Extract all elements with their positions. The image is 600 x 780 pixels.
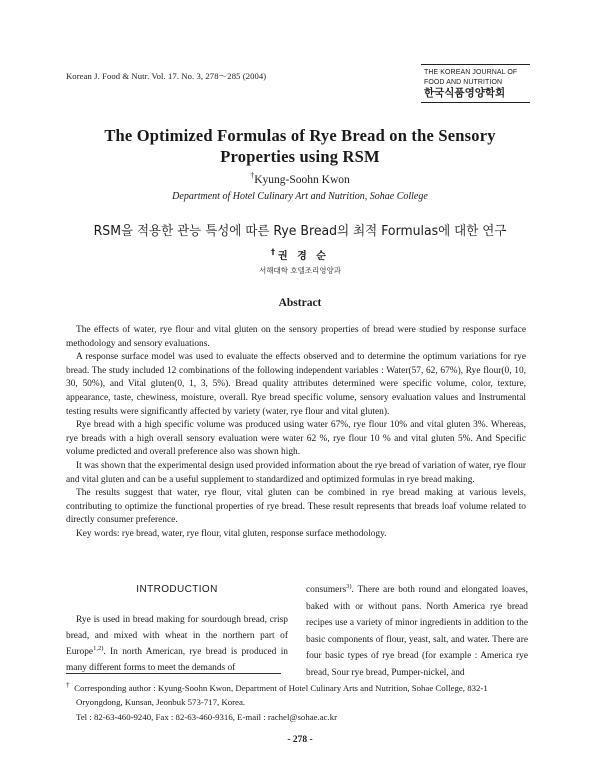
footnote-divider <box>66 673 281 674</box>
intro-text: Rye is used in bread making for sourdough bread, crisp bread, and mixed with wheat in the northern part of Europe <box>66 615 288 657</box>
footnote-line1 <box>66 678 536 695</box>
footnote-text: Corresponding author : Kyung-Soohn Kwon, Department of Hotel Culinary Arts and Nutrition, Sohae College, 832-1 <box>74 682 488 693</box>
paper-title <box>40 125 560 167</box>
intro-text: . In north American, rye bread is produced in many different forms to meet the demands of <box>66 647 288 673</box>
citation-ref: 3) <box>346 582 352 590</box>
korean-author-mark: † <box>271 247 279 257</box>
paper-title-line2: Properties using RSM <box>220 147 380 166</box>
introduction-heading: INTRODUCTION <box>136 584 218 595</box>
abstract-paragraph: It was shown that the experimental design used provided information about the rye bread of variation of water, rye flour and vital gluten and can be a useful supplement to standardized and optimized formulas in rye bread making. <box>66 460 527 485</box>
abstract-paragraph: Rye bread with a high specific volume was produced using water 67%, rye flour 10% and vital gluten 3%. Whereas, rye breads with a high overall sensory evaluation were water 62 %, rye flour 10 % and vital gluten 5%. And Specific volume predicted and overall preference also was shown high. <box>66 420 526 458</box>
journal-name-ko: 한국식품영양학회 <box>424 87 506 99</box>
introduction-paragraph <box>66 612 288 676</box>
introduction-right-column <box>306 582 528 682</box>
keywords: Key words: rye bread, water, rye flour, vital gluten, response surface methodology. <box>76 528 387 539</box>
korean-title: RSM을 적용한 관능 특성에 따른 Rye Bread의 최적 Formulas에 대한 연구 <box>93 224 507 239</box>
abstract-paragraph: The effects of water, rye flour and vital gluten on the sensory properties of bread were studied by response surface methodology and sensory evaluations. <box>66 325 526 349</box>
footnote-mark: † <box>66 680 70 689</box>
journal-name-en-line2: FOOD AND NUTRITION <box>424 77 503 86</box>
introduction-left-column <box>66 612 288 676</box>
intro-text: consumers <box>306 585 347 595</box>
author-name: Kyung-Soohn Kwon <box>254 173 350 186</box>
footnote-line3: Tel : 82-63-460-9240, Fax : 82-63-460-9316, E-mail : rachel@sohae.ac.kr <box>76 711 338 722</box>
author-mark: † <box>250 171 255 180</box>
author <box>0 171 600 186</box>
journal-citation: Korean J. Food & Nutr. Vol. 17. No. 3, 278～285 (2004) <box>66 71 267 81</box>
abstract-paragraph: The results suggest that water, rye flour, vital gluten can be combined in rye bread making at various levels, contributing to optimize the functional properties of rye bread. These result represents that breads loaf volume related to directly consumer preference. <box>66 488 526 526</box>
paper-title-line1: The Optimized Formulas of Rye Bread on the Sensory <box>104 126 496 145</box>
author-affiliation: Department of Hotel Culinary Art and Nutrition, Sohae College <box>172 191 428 202</box>
introduction-paragraph <box>306 582 528 682</box>
page-number: - 278 - <box>287 735 313 745</box>
korean-affiliation: 서해대학 호텔조리영양과 <box>258 266 342 275</box>
footnote-line2: Oryongdong, Kunsan, Jeonbuk 573-717, Korea. <box>76 697 246 708</box>
abstract-body <box>66 324 526 542</box>
journal-name-en-line1: THE KOREAN JOURNAL OF <box>424 67 518 76</box>
intro-text: . There are both round and elongated loaves, baked with or without pans. North America rye bread recipes use a variety of minor ingredients in addition to the basic components of flour, yeast, salt, and water. There are four basic types of rye bread (for example : America rye bread, Sour rye bread, Pumper-nickel, and <box>306 585 528 678</box>
journal-logo-box <box>421 64 530 103</box>
abstract-heading: Abstract <box>278 297 322 309</box>
korean-author <box>0 247 600 262</box>
abstract-paragraph: A response surface model was used to evaluate the effects observed and to determine the optimum variations for rye bread. The study included 12 combinations of the following independent variables : Water(57, 62, 67%), Rye flour(0, 10, 30, 50%), and Vital gluten(0, 1, 3, 5%). Bread quality attributes determined were specific volume, color, texture, appearance, taste, chewiness, moisture, overall. Rye bread specific volume, sensory evaluation values and Instrumental testing results were significantly affected by variety (water, rye flour and vital gluten). <box>66 352 526 417</box>
corresponding-author-footnote <box>66 678 536 724</box>
citation-ref: 1,2) <box>93 644 104 652</box>
korean-author-name: 권 경 순 <box>278 251 329 262</box>
